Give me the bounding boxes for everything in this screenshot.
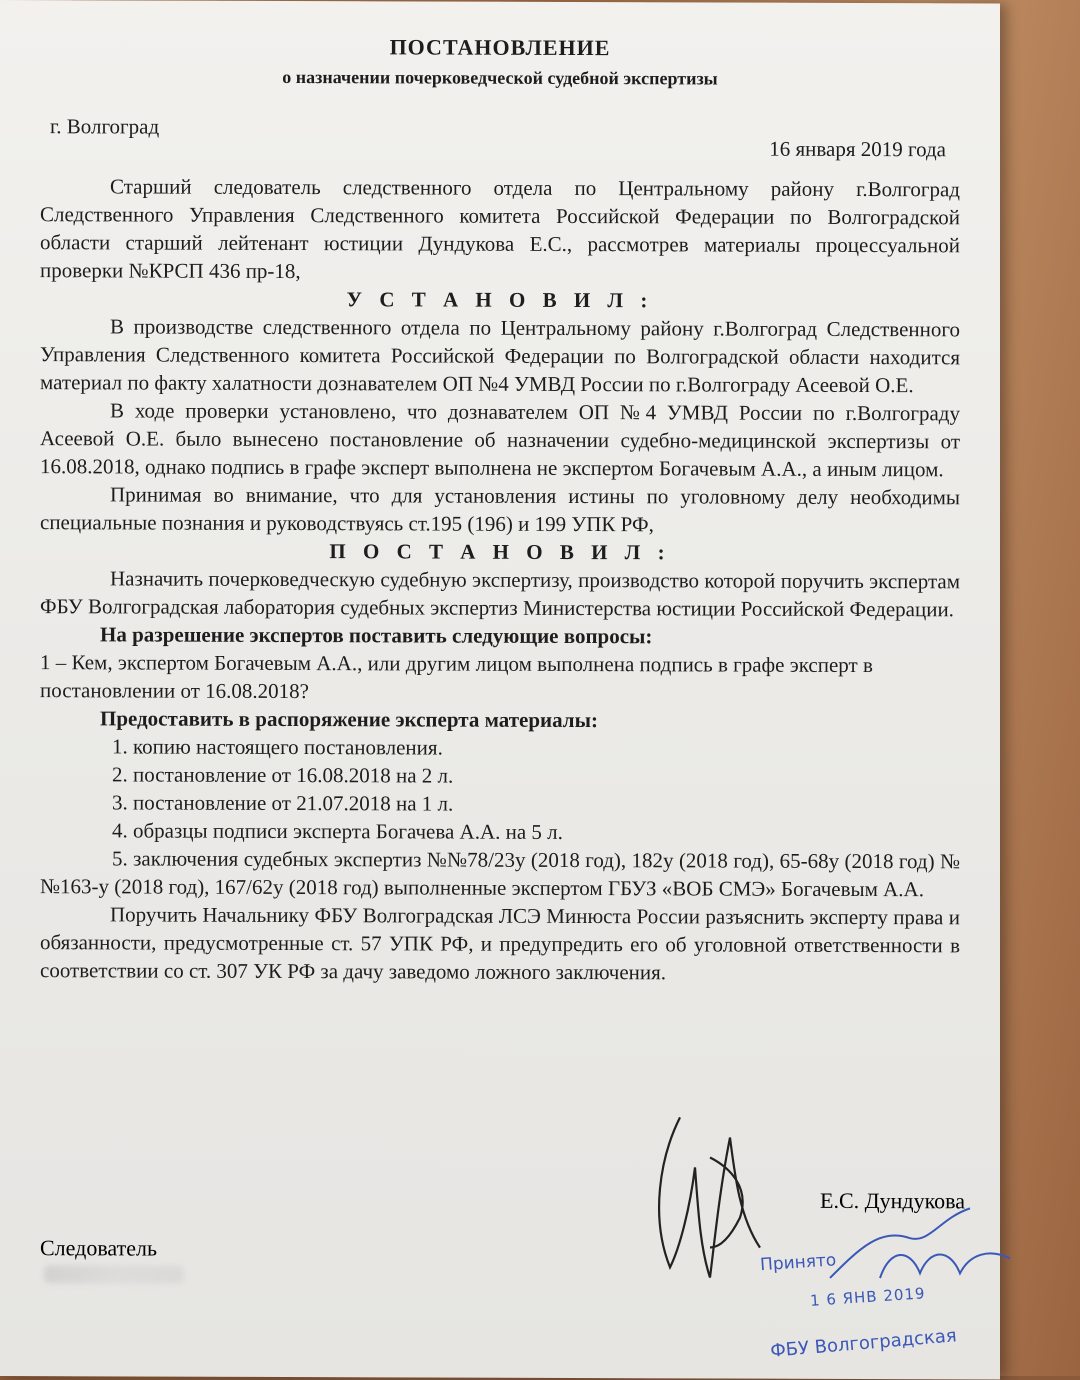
heading-established: У С Т А Н О В И Л : bbox=[346, 287, 654, 313]
question-1: 1 – Кем, экспертом Богачевым А.А., или другим лицом выполнена подпись в графе эксперт в постановлении от 16.08.2018? bbox=[40, 650, 873, 704]
list-item: 2. постановление от 16.08.2018 на 2 л. bbox=[112, 762, 454, 788]
established-paragraph-3: Принимая во внимание, что для установления истины по уголовному делу необходимы специальные познания и руководствуясь ст.195 (196) и 199 УПК РФ, bbox=[40, 482, 960, 537]
document-title: ПОСТАНОВЛЕНИЕ bbox=[389, 34, 611, 61]
list-item: 1. копию настоящего постановления. bbox=[112, 734, 443, 760]
established-paragraph-1: В производстве следственного отдела по Центральному району г.Волгоград Следственного Управления Следственного комитета Российской Федерации по Волгоградской области находится материал по факту халатности дознавателем ОП №4 УМВД России по г.Волгограду Асеевой О.Е. bbox=[40, 314, 960, 398]
list-item: 5. заключения судебных экспертиз №№78/23у (2018 год), 182у (2018 год), 65-68у (2018 год) №№163-у (2018 год), 167/62у (2018 год) выполненные экспертом ГБУЗ «ВОБ СМЭ» Богачевым А.А. bbox=[40, 846, 960, 902]
document-date: 16 января 2019 года bbox=[769, 136, 946, 162]
stamp-accepted-text: Принято bbox=[759, 1250, 837, 1276]
document-subtitle: о назначении почерковедческой судебной экспертизы bbox=[282, 66, 718, 89]
place-date-row bbox=[50, 112, 960, 175]
document-body bbox=[40, 30, 960, 987]
resolved-paragraph: Назначить почерковедческую судебную экспертизу, производство которой поручить экспертам ФБУ Волгоградская лаборатория судебных экспертиз Министерства юстиции Российской Федерации. bbox=[40, 566, 960, 622]
list-item: 4. образцы подписи эксперта Богачева А.А. на 5 л. bbox=[112, 818, 563, 844]
questions-heading: На разрешение экспертов поставить следующие вопросы: bbox=[100, 622, 653, 649]
redacted-text bbox=[44, 1265, 184, 1283]
materials-heading: Предоставить в распоряжение эксперта материалы: bbox=[100, 706, 598, 733]
signer-name: Е.С. Дундукова bbox=[820, 1187, 966, 1214]
materials-list bbox=[40, 732, 960, 847]
closing-paragraph: Поручить Начальнику ФБУ Волгоградская ЛСЭ Минюста России разъяснить эксперту права и обязанности, предусмотренные ст. 57 УПК РФ, и предупредить его об уголовной ответственности в соответствии со ст. 307 УК РФ за дачу заведомо ложного заключения. bbox=[40, 902, 960, 985]
stamp-date: 1 6 ЯНВ 2019 bbox=[809, 1284, 927, 1310]
signature-block bbox=[40, 1165, 980, 1379]
intro-paragraph: Старший следователь следственного отдела по Центральному району г.Волгоград Следственного Управления Следственного комитета Российской Федерации по Волгоградской области старший лейтенант юстиции Дундукова Е.С., рассмотрев материалы процессуальной проверки №КРСП 436 пр-18, bbox=[40, 174, 960, 284]
document-place: г. Волгоград bbox=[50, 114, 160, 139]
list-item: 3. постановление от 21.07.2018 на 1 л. bbox=[112, 790, 454, 816]
established-paragraph-2: В ходе проверки установлено, что дознавателем ОП №4 УМВД России по г.Волгограду Асеевой О.Е. было вынесено постановление об назначении судебно-медицинской экспертизы от 16.08.2018, однако подпись в графе эксперт выполнена не экспертом Богачевым А.А., а иным лицом. bbox=[40, 398, 960, 482]
heading-resolved: П О С Т А Н О В И Л : bbox=[329, 539, 671, 565]
stamp-organization: ФБУ Волгоградская bbox=[769, 1325, 958, 1362]
signer-label: Следователь bbox=[40, 1235, 158, 1261]
